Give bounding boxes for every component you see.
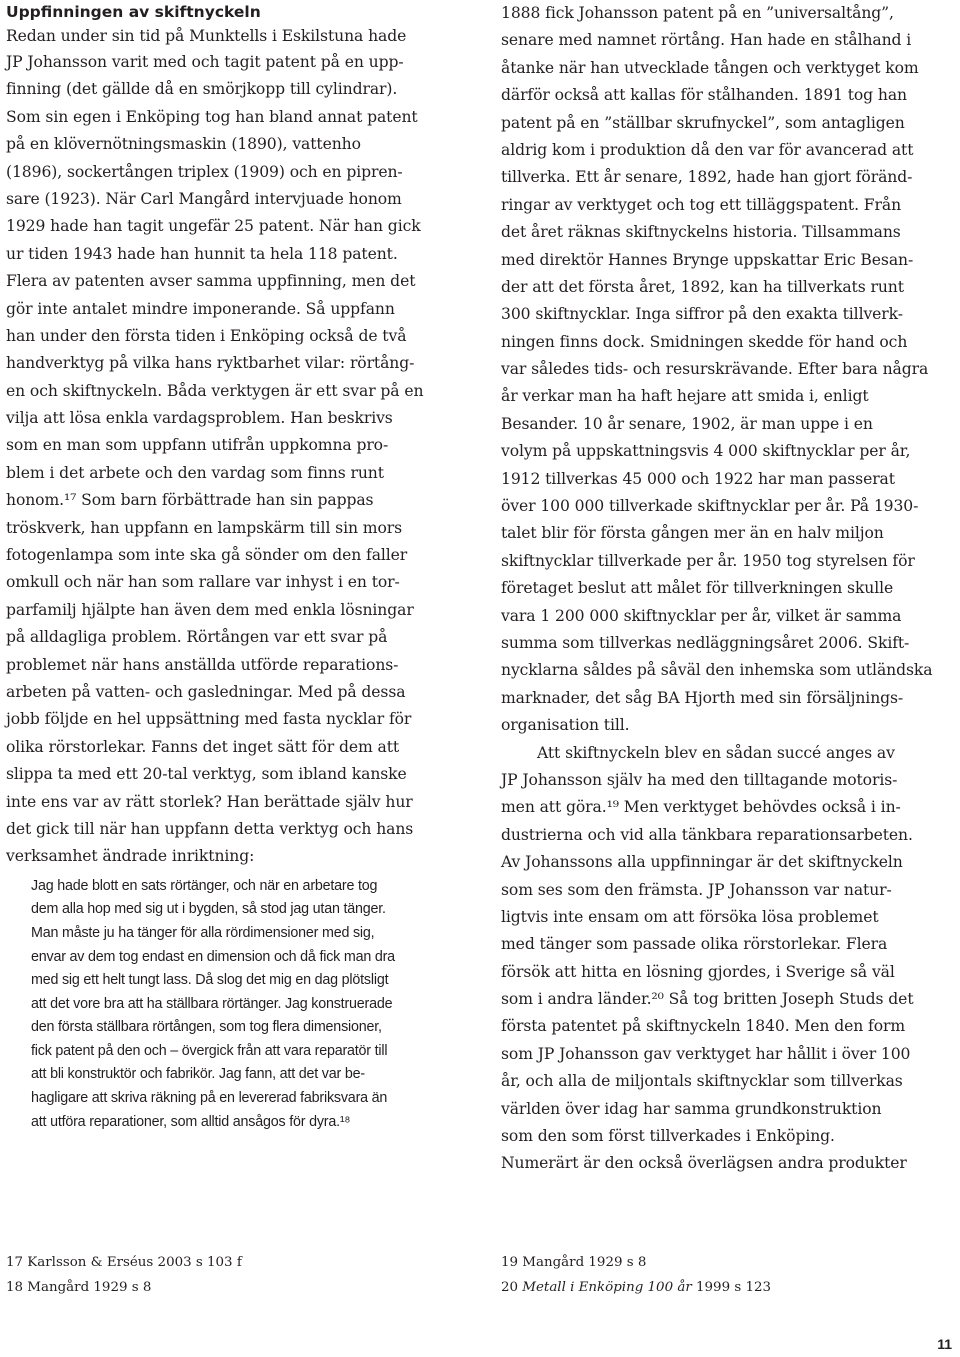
text-line: 1888 fick Johansson patent på en ”universaltång”,: [501, 4, 894, 22]
text-line: som i andra länder.²⁰ Så tog britten Joseph Studs det: [501, 990, 914, 1009]
text-line: arbeten på vatten- och gasledningar. Med på dessa: [6, 682, 406, 701]
text-line: fotogenlampa som inte ska gå sönder om den faller: [6, 546, 408, 565]
footnote: 18 Mangård 1929 s 8: [6, 1280, 152, 1295]
text-line: med tänger som passade olika rörstorlekar. Flera: [501, 935, 888, 954]
text-line: ligtvis inte ensam om att försöka lösa problemet: [501, 907, 879, 926]
text-line: Att skiftnyckeln blev en sådan succé anges av: [537, 743, 895, 762]
section-heading: Uppfinningen av skiftnyckeln: [6, 3, 261, 21]
text-line: (1896), sockertången triplex (1909) och en pipren-: [6, 162, 403, 181]
text-line: världen över idag har samma grundkonstruktion: [501, 1099, 882, 1118]
text-line: inte ens var av rätt storlek? Han berättade själv hur: [6, 792, 413, 811]
text-line: volym på uppskattningsvis 4 000 skiftnycklar per år,: [501, 442, 911, 461]
text-line: 1912 tillverkas 45 000 och 1922 har man passerat: [501, 469, 895, 488]
text-line: finning (det gällde då en smörjkopp till cylindrar).: [6, 80, 398, 99]
text-line: slippa ta med ett 20-tal verktyg, som ibland kanske: [6, 765, 407, 784]
footnote: [501, 1275, 771, 1300]
right-body-text-paragraph-2: [501, 740, 954, 1178]
text-line: år verkar man ha haft hejare att smida i, enligt: [501, 387, 869, 406]
text-line: senare med namnet rörtång. Han hade en stålhand i: [501, 31, 912, 50]
text-line: 300 skiftnycklar. Inga siffror på den exakta tillverk-: [501, 305, 903, 324]
block-quote: [6, 875, 461, 1135]
text-line: blem i det arbete och den vardag som finns runt: [6, 463, 384, 482]
text-line: dem alla hop med sig ut i bygden, så stod jag utan tänger.: [31, 901, 386, 918]
text-line: som ses som den främsta. JP Johansson var natur-: [501, 880, 892, 899]
text-line: över 100 000 tillverkade skiftnycklar per år. På 1930-: [501, 497, 919, 516]
text-line: envar av dem tog endast en dimension och då fick man dra: [31, 948, 395, 965]
text-line: 1929 hade han tagit ungefär 25 patent. När han gick: [6, 217, 421, 236]
text-line: Flera av patenten avser samma uppfinning, men det: [6, 272, 416, 291]
footnotes-left: [6, 1250, 242, 1300]
text-line: Som sin egen i Enköping tog han bland annat patent: [6, 107, 418, 126]
text-line: olika rörstorlekar. Fanns det inget sätt för dem att: [6, 737, 400, 756]
text-line: problemet när hans anställda utförde reparations-: [6, 655, 399, 674]
text-line: hagligare att skriva räkning på en levererad fabriksvara än: [31, 1090, 388, 1107]
text-line: första patentet på skiftnyckeln 1840. Men den form: [501, 1017, 906, 1036]
text-line: omkull och när han som rallare var inhyst i en tor-: [6, 573, 400, 592]
footnote: 19 Mangård 1929 s 8: [501, 1255, 647, 1270]
text-line: JP Johansson själv ha med den tilltagande motoris-: [501, 770, 898, 789]
text-line: organisation till.: [501, 716, 630, 735]
text-line: verksamhet ändrade inriktning:: [6, 847, 255, 866]
text-line: patent på en ”ställbar skrufnyckel”, som antagligen: [501, 113, 905, 132]
text-line: Jag hade blott en sats rörtänger, och när en arbetare tog: [31, 877, 378, 894]
text-line: vara 1 200 000 skiftnycklar per år, vilket är samma: [501, 606, 902, 625]
text-line: år, och alla de miljontals skiftnycklar som tillverkas: [501, 1072, 903, 1091]
text-line: aldrig kom i produktion då den var för avancerad att: [501, 140, 914, 159]
text-line: Man måste ju ha tänger för alla rördimensioner med sig,: [31, 924, 375, 941]
text-line: på alldagliga problem. Rörtången var ett svar på: [6, 628, 388, 647]
text-line: JP Johansson varit med och tagit patent på en upp-: [6, 53, 404, 71]
text-line: åtanke när han utvecklade tången och verktyget kom: [501, 58, 919, 77]
text-line: ur tiden 1943 hade han hunnit ta hela 118 patent.: [6, 244, 398, 263]
text-line: ringar av verktyget och tog ett tilläggspatent. Från: [501, 195, 902, 214]
text-line: företaget beslut att målet för tillverkningen skulle: [501, 579, 894, 598]
text-line: men att göra.¹⁹ Men verktyget behövdes också i in-: [501, 798, 901, 817]
text-line: med sig ett helt tungt lass. Då slog det mig en dag plötsligt: [31, 972, 389, 989]
text-line: gör inte antalet mindre imponerande. Så uppfann: [6, 299, 395, 318]
footnotes-right: [501, 1250, 771, 1300]
text-line: talet blir för första gången mer än en halv miljon: [501, 524, 884, 543]
right-body-text: [501, 0, 954, 740]
text-line: den första ställbara rörtången, som tog flera dimensioner,: [31, 1019, 382, 1036]
text-line: fick patent på den och – övergick från att vara reparatör till: [31, 1042, 388, 1059]
footnote-number: 20: [501, 1280, 523, 1295]
text-line: summa som tillverkas nedläggningsåret 2006. Skift-: [501, 633, 910, 652]
text-line: nycklarna såldes på såväl den inhemska som utländska: [501, 661, 933, 680]
text-line: der att det första året, 1892, kan ha tillverkats runt: [501, 277, 904, 296]
text-line: tröskverk, han uppfann en lampskärm till sin mors: [6, 518, 403, 537]
text-line: var således tids- och resurskrävande. Efter bara några: [501, 360, 929, 379]
footnote-rest: 1999 s 123: [691, 1280, 772, 1295]
text-line: att utföra reparationer, som alltid ansågos för dyra.¹⁸: [31, 1113, 351, 1130]
text-line: han under den första tiden i Enköping också de två: [6, 326, 407, 345]
text-line: med direktör Hannes Brynge uppskattar Eric Besan-: [501, 250, 914, 269]
text-line: handverktyg på vilka hans ryktbarhet vilar: rörtång-: [6, 354, 415, 373]
text-line: på en klövernötningsmaskin (1890), vattenho: [6, 135, 361, 154]
page-number: 11: [937, 1336, 952, 1352]
text-line: honom.¹⁷ Som barn förbättrade han sin pappas: [6, 491, 374, 510]
text-line: försök att hitta en lösning gjordes, i Sverige så väl: [501, 962, 895, 981]
text-line: som JP Johansson gav verktyget har hållit i över 100: [501, 1044, 911, 1063]
text-line: skiftnycklar tillverkade per år. 1950 tog styrelsen för: [501, 551, 915, 570]
right-column: [501, 0, 954, 1178]
text-line: marknader, det såg BA Hjorth med sin försäljnings-: [501, 688, 904, 707]
text-line: vilja att lösa enkla vardagsproblem. Han beskrivs: [6, 409, 393, 428]
text-line: därför också att kallas för stålhanden. 1891 tog han: [501, 86, 907, 105]
footnote-title: Metall i Enköping 100 år: [522, 1280, 692, 1295]
text-line: ningen finns dock. Smidningen skedde för hand och: [501, 332, 908, 351]
text-line: sare (1923). När Carl Mangård intervjuade honom: [6, 189, 402, 208]
text-line: som den som först tillverkades i Enköping.: [501, 1127, 835, 1146]
text-line: tillverka. Ett år senare, 1892, hade han gjort föränd-: [501, 168, 913, 187]
text-line: Redan under sin tid på Munktells i Eskilstuna hade: [6, 27, 407, 45]
text-line: dustrierna och vid alla tänkbara reparationsarbeten.: [501, 825, 913, 844]
text-line: en och skiftnyckeln. Båda verktygen är ett svar på en: [6, 381, 424, 400]
text-line: Numerärt är den också överlägsen andra produkter: [501, 1154, 907, 1173]
text-line: parfamilj hjälpte han även dem med enkla lösningar: [6, 600, 414, 619]
text-line: att det vore bra att ha ställbara rörtänger. Jag konstruerade: [31, 995, 393, 1012]
text-line: det året räknas skiftnyckelns historia. Tillsammans: [501, 223, 901, 242]
text-line: att bli konstruktör och fabrikör. Jag fann, att det var be-: [31, 1066, 365, 1083]
text-line: jobb följde en hel uppsättning med fasta nycklar för: [6, 710, 412, 729]
text-line: Av Johanssons alla uppfinningar är det skiftnyckeln: [501, 853, 903, 872]
left-column: [6, 0, 461, 1134]
text-line: som en man som uppfann utifrån uppkomna pro-: [6, 436, 389, 455]
left-body-text: [6, 24, 461, 871]
text-line: Besander. 10 år senare, 1902, är man uppe i en: [501, 414, 873, 433]
text-line: det gick till när han uppfann detta verktyg och hans: [6, 819, 414, 838]
footnote: 17 Karlsson & Erséus 2003 s 103 f: [6, 1255, 242, 1270]
